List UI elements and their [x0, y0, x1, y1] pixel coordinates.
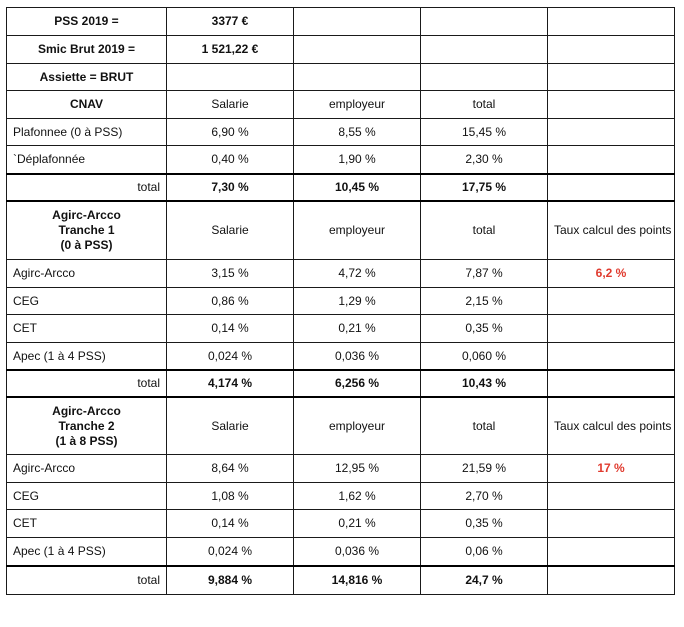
- header-salarie[interactable]: Salarie: [167, 91, 294, 119]
- taux-cell[interactable]: [548, 343, 675, 371]
- row-label[interactable]: Apec (1 à 4 PSS): [7, 343, 167, 371]
- tranche2-title-line2: Tranche 2: [58, 418, 115, 433]
- tranche2-title-line3: (1 à 8 PSS): [55, 433, 118, 448]
- header-salarie[interactable]: Salarie: [167, 397, 294, 455]
- tranche1-title[interactable]: [7, 201, 167, 260]
- empty-cell[interactable]: [548, 370, 675, 397]
- salarie-cell[interactable]: 0,40 %: [167, 146, 294, 175]
- total-total[interactable]: 10,43 %: [421, 370, 548, 397]
- total-cell[interactable]: 21,59 %: [421, 455, 548, 483]
- row-label[interactable]: CET: [7, 510, 167, 538]
- smic-row: [7, 36, 675, 64]
- pss-row: [7, 8, 675, 36]
- empty-cell[interactable]: [548, 146, 675, 175]
- header-total[interactable]: total: [421, 397, 548, 455]
- row-label[interactable]: CEG: [7, 288, 167, 315]
- empty-cell[interactable]: [294, 8, 421, 36]
- salarie-cell[interactable]: 1,08 %: [167, 483, 294, 510]
- empty-cell[interactable]: [548, 119, 675, 146]
- cnav-title[interactable]: CNAV: [7, 91, 167, 119]
- total-employeur[interactable]: 10,45 %: [294, 174, 421, 201]
- taux-cell[interactable]: [548, 483, 675, 510]
- total-employeur[interactable]: 6,256 %: [294, 370, 421, 397]
- total-employeur[interactable]: 14,816 %: [294, 566, 421, 595]
- empty-cell[interactable]: [548, 8, 675, 36]
- tranche2-total-row: [7, 566, 675, 595]
- tranche2-title-line1: Agirc-Arcco: [52, 403, 121, 418]
- header-salarie[interactable]: Salarie: [167, 201, 294, 260]
- total-salarie[interactable]: 4,174 %: [167, 370, 294, 397]
- taux-cell[interactable]: [548, 510, 675, 538]
- tranche1-header-row: [7, 201, 675, 260]
- total-cell[interactable]: 0,060 %: [421, 343, 548, 371]
- row-label[interactable]: Plafonnee (0 à PSS): [7, 119, 167, 146]
- row-label[interactable]: CEG: [7, 483, 167, 510]
- employeur-cell[interactable]: 1,90 %: [294, 146, 421, 175]
- tranche2-row: [7, 538, 675, 567]
- total-cell[interactable]: 2,70 %: [421, 483, 548, 510]
- employeur-cell[interactable]: 0,21 %: [294, 315, 421, 343]
- empty-cell[interactable]: [167, 64, 294, 91]
- total-cell[interactable]: 2,30 %: [421, 146, 548, 175]
- pss-value[interactable]: 3377 €: [167, 8, 294, 36]
- employeur-cell[interactable]: 1,62 %: [294, 483, 421, 510]
- employeur-cell[interactable]: 0,036 %: [294, 538, 421, 567]
- salarie-cell[interactable]: 0,024 %: [167, 343, 294, 371]
- total-cell[interactable]: 7,87 %: [421, 260, 548, 288]
- header-taux[interactable]: Taux calcul des points: [548, 397, 675, 455]
- header-total[interactable]: total: [421, 91, 548, 119]
- empty-cell[interactable]: [294, 64, 421, 91]
- cnav-header-row: [7, 91, 675, 119]
- assiette-label[interactable]: Assiette = BRUT: [7, 64, 167, 91]
- empty-cell[interactable]: [548, 566, 675, 595]
- total-label[interactable]: total: [7, 370, 167, 397]
- empty-cell[interactable]: [421, 36, 548, 64]
- tranche2-row: [7, 483, 675, 510]
- taux-cell[interactable]: [548, 315, 675, 343]
- cnav-total-row: [7, 174, 675, 201]
- empty-cell[interactable]: [548, 36, 675, 64]
- tranche2-row: [7, 455, 675, 483]
- salarie-cell[interactable]: 0,024 %: [167, 538, 294, 567]
- smic-value[interactable]: 1 521,22 €: [167, 36, 294, 64]
- taux-cell[interactable]: [548, 288, 675, 315]
- tranche2-title[interactable]: [7, 397, 167, 455]
- tranche2-header-row: [7, 397, 675, 455]
- assiette-row: [7, 64, 675, 91]
- empty-cell[interactable]: [294, 36, 421, 64]
- total-cell[interactable]: 0,35 %: [421, 315, 548, 343]
- empty-cell[interactable]: [548, 64, 675, 91]
- total-total[interactable]: 17,75 %: [421, 174, 548, 201]
- row-label[interactable]: CET: [7, 315, 167, 343]
- empty-cell[interactable]: [548, 174, 675, 201]
- total-cell[interactable]: 15,45 %: [421, 119, 548, 146]
- total-label[interactable]: total: [7, 566, 167, 595]
- salarie-cell[interactable]: 3,15 %: [167, 260, 294, 288]
- tranche1-title-line2: Tranche 1: [58, 223, 115, 237]
- total-label[interactable]: total: [7, 174, 167, 201]
- tranche1-row: [7, 260, 675, 288]
- row-label[interactable]: `Déplafonnée: [7, 146, 167, 175]
- cotisations-table: [6, 7, 675, 595]
- cnav-row: [7, 119, 675, 146]
- tranche1-row: [7, 288, 675, 315]
- tranche1-total-row: [7, 370, 675, 397]
- tranche1-title-line3: (0 à PSS): [60, 238, 113, 252]
- employeur-cell[interactable]: 1,29 %: [294, 288, 421, 315]
- total-total[interactable]: 24,7 %: [421, 566, 548, 595]
- total-salarie[interactable]: 9,884 %: [167, 566, 294, 595]
- taux-cell[interactable]: 6,2 %: [548, 260, 675, 288]
- tranche1-row: [7, 315, 675, 343]
- salarie-cell[interactable]: 0,14 %: [167, 510, 294, 538]
- total-cell[interactable]: 0,06 %: [421, 538, 548, 567]
- header-employeur[interactable]: employeur: [294, 397, 421, 455]
- tranche2-row: [7, 510, 675, 538]
- salarie-cell[interactable]: 8,64 %: [167, 455, 294, 483]
- pss-label[interactable]: PSS 2019 =: [7, 8, 167, 36]
- row-label[interactable]: Agirc-Arcco: [7, 260, 167, 288]
- employeur-cell[interactable]: 0,21 %: [294, 510, 421, 538]
- employeur-cell[interactable]: 0,036 %: [294, 343, 421, 371]
- empty-cell[interactable]: [548, 91, 675, 119]
- total-cell[interactable]: 0,35 %: [421, 510, 548, 538]
- empty-cell[interactable]: [421, 8, 548, 36]
- salarie-cell[interactable]: 6,90 %: [167, 119, 294, 146]
- tranche1-title-line1: Agirc-Arcco: [52, 208, 121, 222]
- header-total[interactable]: total: [421, 201, 548, 260]
- employeur-cell[interactable]: 12,95 %: [294, 455, 421, 483]
- empty-cell[interactable]: [421, 64, 548, 91]
- tranche1-row: [7, 343, 675, 371]
- employeur-cell[interactable]: 8,55 %: [294, 119, 421, 146]
- taux-cell[interactable]: [548, 538, 675, 567]
- header-employeur[interactable]: employeur: [294, 91, 421, 119]
- salarie-cell[interactable]: 0,14 %: [167, 315, 294, 343]
- header-employeur[interactable]: employeur: [294, 201, 421, 260]
- cnav-row: [7, 146, 675, 175]
- row-label[interactable]: Agirc-Arcco: [7, 455, 167, 483]
- row-label[interactable]: Apec (1 à 4 PSS): [7, 538, 167, 567]
- taux-cell[interactable]: 17 %: [548, 455, 675, 483]
- total-cell[interactable]: 2,15 %: [421, 288, 548, 315]
- salarie-cell[interactable]: 0,86 %: [167, 288, 294, 315]
- smic-label[interactable]: Smic Brut 2019 =: [7, 36, 167, 64]
- employeur-cell[interactable]: 4,72 %: [294, 260, 421, 288]
- header-taux[interactable]: Taux calcul des points: [548, 201, 675, 260]
- total-salarie[interactable]: 7,30 %: [167, 174, 294, 201]
